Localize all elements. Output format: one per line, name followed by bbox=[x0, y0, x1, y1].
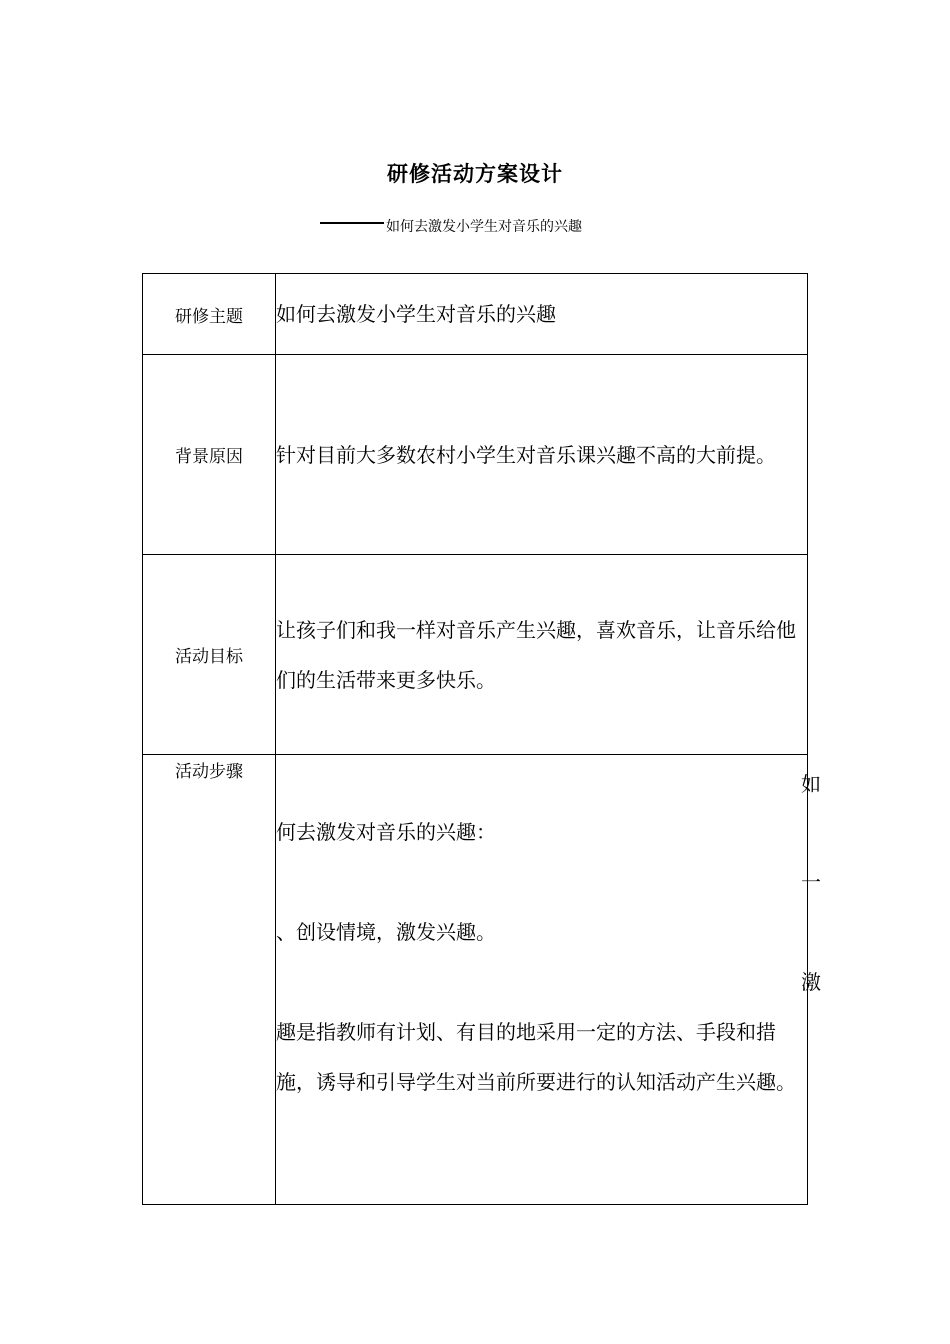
table-row bbox=[143, 274, 808, 355]
margin-char: 一 bbox=[801, 870, 821, 894]
steps-paragraph: 、创设情境，激发兴趣。 bbox=[276, 920, 496, 944]
table-row bbox=[143, 555, 808, 755]
subtitle-dash bbox=[320, 222, 384, 224]
table-row bbox=[143, 355, 808, 555]
steps-paragraph: 趣是指教师有计划、有目的地采用一定的方法、手段和措施，诱导和引导学生对当前所要进行的认知活动产生兴趣。 bbox=[276, 1020, 796, 1094]
steps-paragraph: 何去激发对音乐的兴趣： bbox=[276, 820, 496, 844]
margin-char: 如 bbox=[801, 772, 821, 796]
row-label: 活动步骤 bbox=[143, 755, 276, 1205]
plan-table bbox=[142, 273, 808, 1205]
table-row bbox=[143, 755, 808, 1205]
row-label: 研修主题 bbox=[143, 274, 276, 355]
row-label: 背景原因 bbox=[143, 355, 276, 555]
row-content: 针对目前大多数农村小学生对音乐课兴趣不高的大前提。 bbox=[276, 355, 808, 555]
margin-char: 激 bbox=[801, 970, 821, 994]
steps-content bbox=[276, 755, 808, 1205]
subtitle-text: 如何去激发小学生对音乐的兴趣 bbox=[386, 219, 582, 235]
row-content: 让孩子们和我一样对音乐产生兴趣，喜欢音乐，让音乐给他们的生活带来更多快乐。 bbox=[276, 555, 808, 755]
document-subtitle bbox=[320, 216, 582, 236]
row-content: 如何去激发小学生对音乐的兴趣 bbox=[276, 274, 808, 355]
row-label: 活动目标 bbox=[143, 555, 276, 755]
document-title: 研修活动方案设计 bbox=[387, 161, 563, 186]
